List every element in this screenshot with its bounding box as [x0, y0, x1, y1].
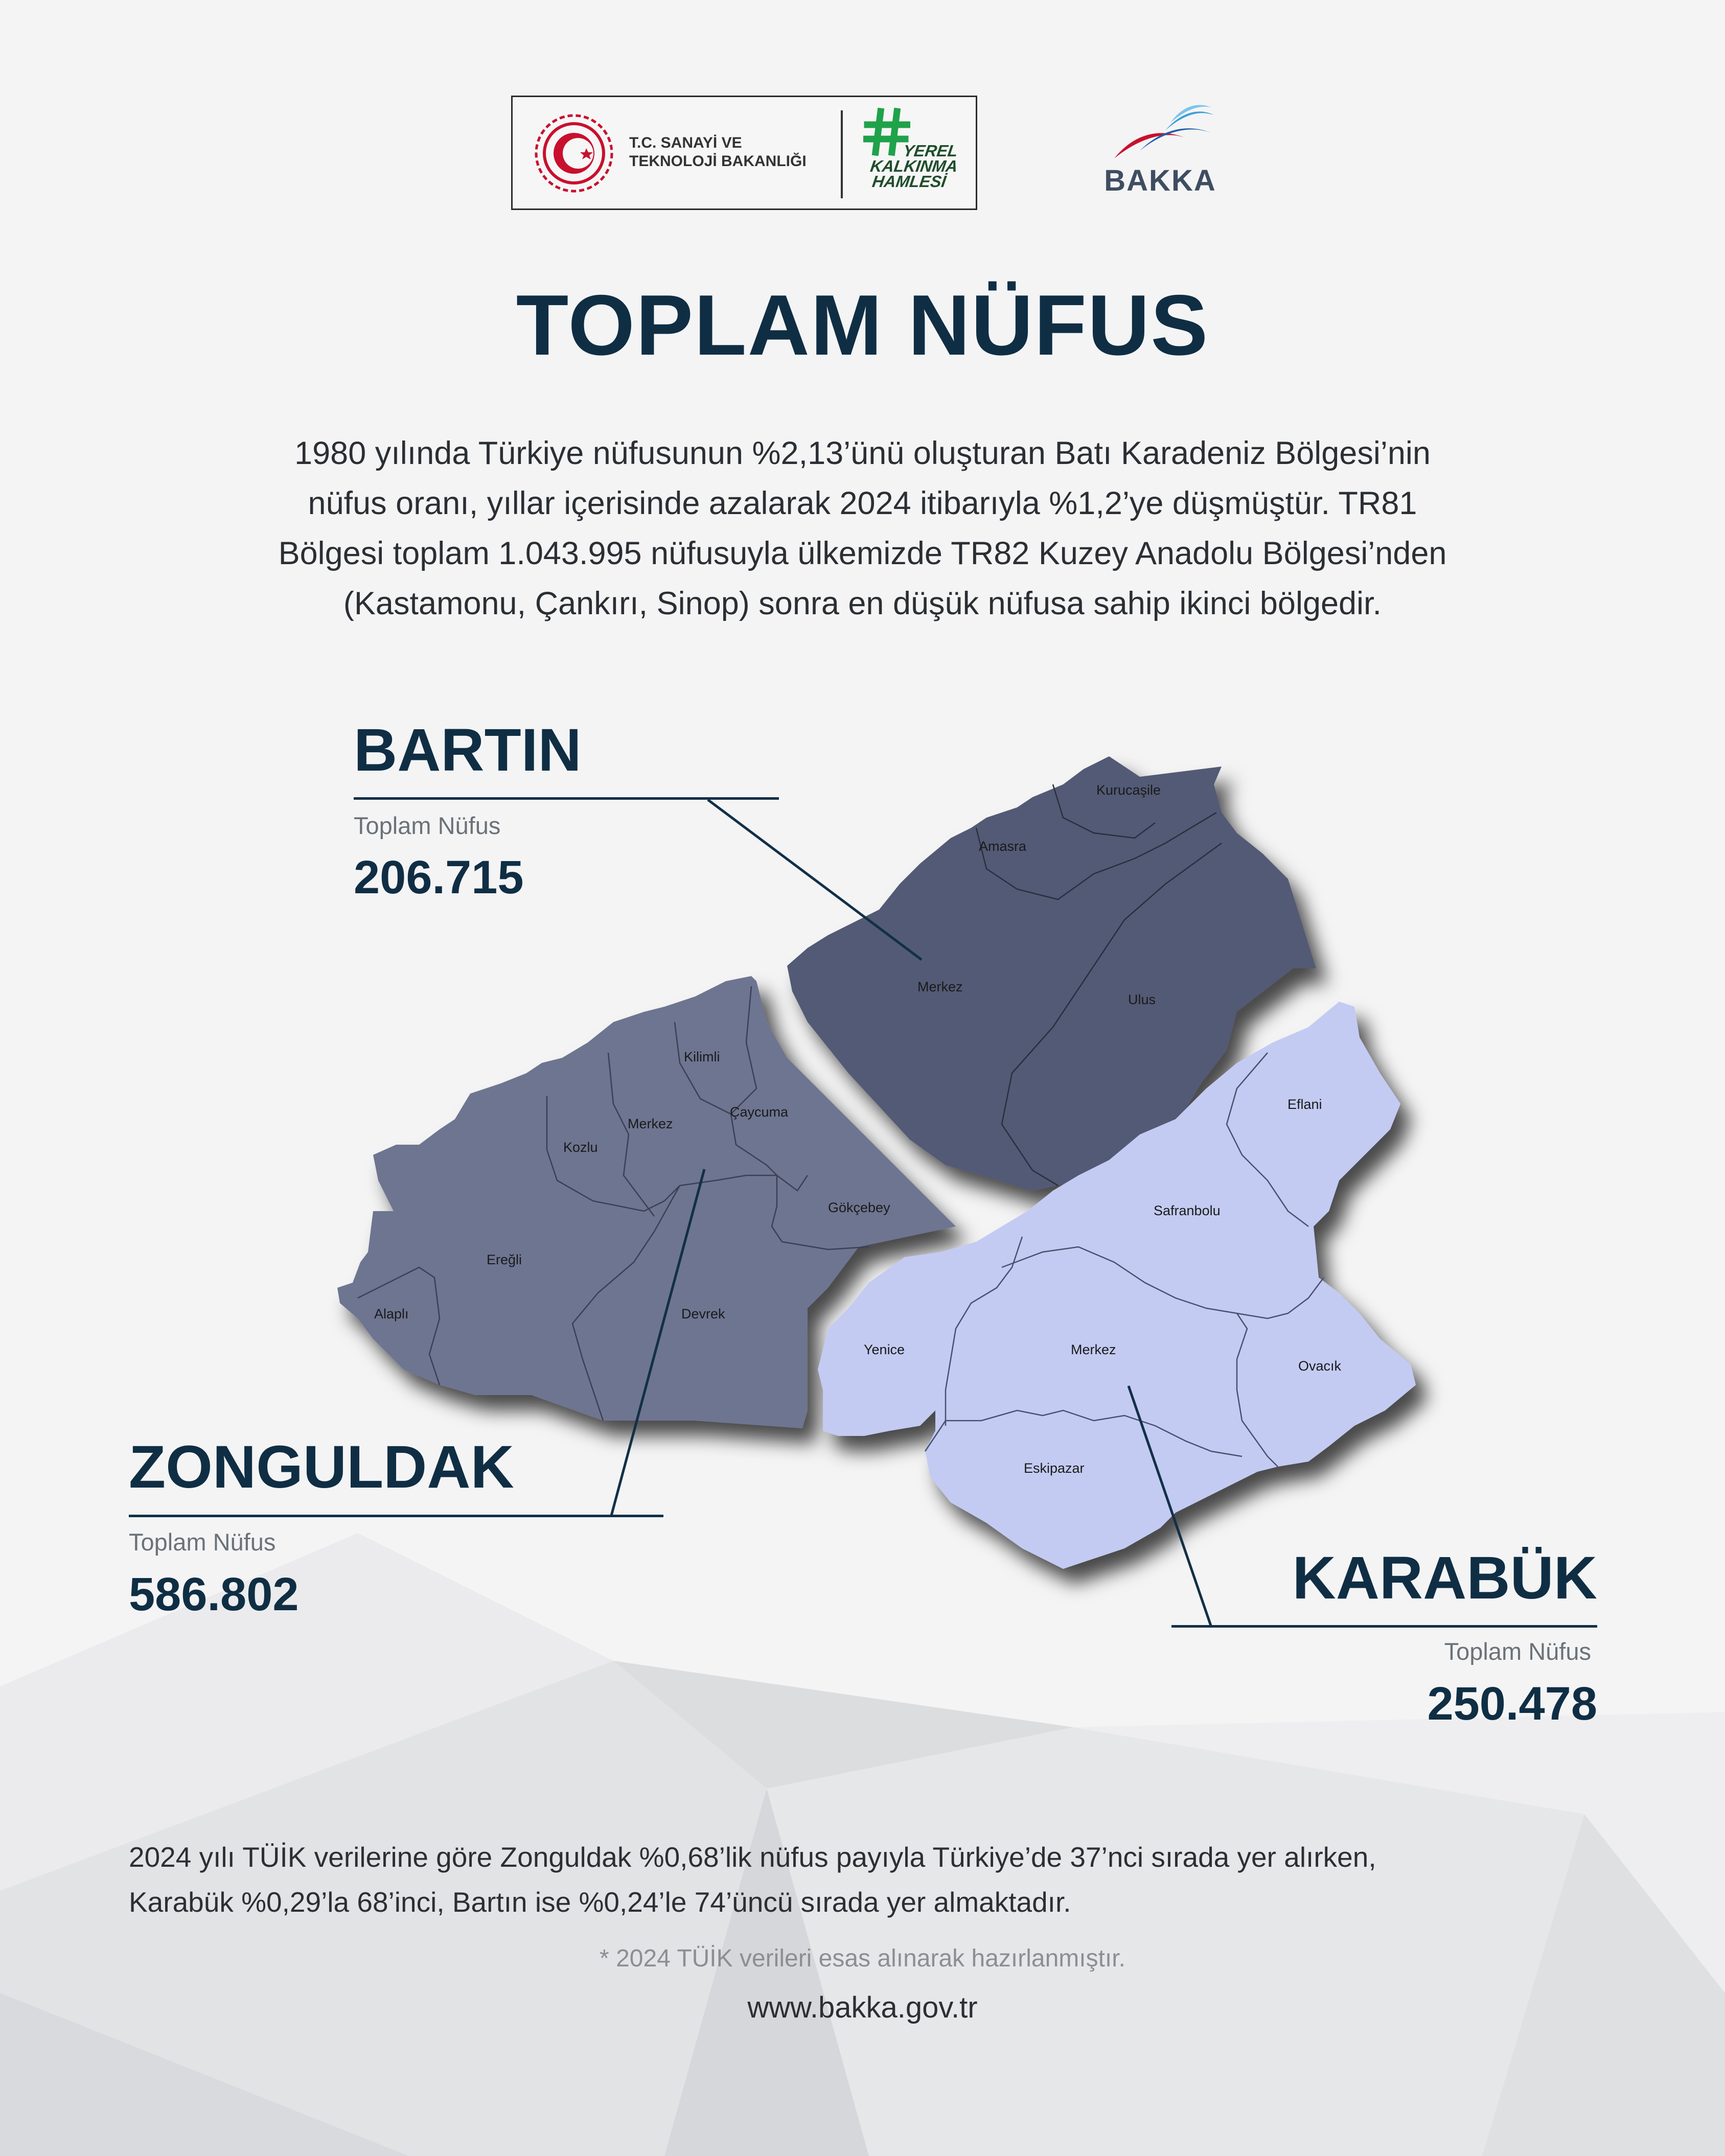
website-link[interactable]: www.bakka.gov.tr	[747, 1991, 978, 2024]
footer-paragraph	[129, 1835, 1611, 1925]
zonguldak-name: ZONGULDAK	[129, 1433, 514, 1501]
campaign-line3: HAMLESİ	[871, 172, 948, 191]
district-label-bartin-merkez: Merkez	[917, 979, 963, 994]
district-label-safranbolu: Safranbolu	[1154, 1203, 1221, 1218]
district-label-amasra: Amasra	[979, 839, 1027, 854]
karabuk-population-caption: Toplam Nüfus	[1444, 1638, 1591, 1665]
bartin-leader-line	[708, 800, 922, 960]
district-label-eflani: Eflani	[1287, 1097, 1322, 1112]
district-label-kilimli: Kilimli	[684, 1049, 720, 1064]
footer-line-2: Karabük %0,29’la 68’inci, Bartın ise %0,24’le 74’üncü sırada yer almaktadır.	[129, 1886, 1071, 1918]
zonguldak-population-value: 586.802	[129, 1568, 299, 1620]
intro-line-2: nüfus oranı, yıllar içerisinde azalarak 2024 itibarıyla %1,2’ye düşmüştür. TR81	[308, 485, 1417, 521]
district-label-kozlu: Kozlu	[563, 1140, 598, 1155]
karabuk-underline	[1171, 1625, 1597, 1628]
district-label-yenice: Yenice	[864, 1342, 905, 1357]
district-label-eskipazar: Eskipazar	[1024, 1460, 1085, 1476]
district-label-gokcebey: Gökçebey	[828, 1200, 890, 1215]
bartin-population-caption: Toplam Nüfus	[354, 812, 501, 839]
intro-line-3: Bölgesi toplam 1.043.995 nüfusuyla ülkemizde TR82 Kuzey Anadolu Bölgesi’nden	[278, 536, 1447, 571]
ministry-name-line1: T.C. SANAYİ VE	[629, 134, 742, 151]
district-label-zonguldak-merkez: Merkez	[628, 1116, 673, 1131]
agency-name: BAKKA	[1104, 164, 1216, 197]
intro-line-1: 1980 yılında Türkiye nüfusunun %2,13’ünü oluşturan Batı Karadeniz Bölgesi’nin	[294, 435, 1431, 471]
bartin-name: BARTIN	[354, 716, 582, 784]
zonguldak-underline	[129, 1515, 663, 1517]
district-label-kurucasile: Kurucaşile	[1096, 782, 1161, 798]
district-label-ulus: Ulus	[1128, 992, 1156, 1007]
footer-line-1: 2024 yılı TÜİK verilerine göre Zonguldak %0,68’lik nüfus payıyla Türkiye’de 37’nci sırada yer alırken,	[129, 1841, 1376, 1873]
district-label-karabuk-merkez: Merkez	[1071, 1342, 1116, 1357]
district-label-ovacik: Ovacık	[1298, 1358, 1342, 1374]
district-label-eregli: Ereğli	[487, 1252, 522, 1267]
ministry-name-line2: TEKNOLOJİ BAKANLIĞI	[629, 153, 807, 170]
karabuk-population-value: 250.478	[1427, 1678, 1597, 1730]
karabuk-name: KARABÜK	[1292, 1544, 1597, 1612]
source-note: * 2024 TÜİK verileri esas alınarak hazırlanmıştır.	[600, 1945, 1125, 1972]
campaign-line2: KALKINMA	[869, 157, 959, 175]
district-label-caycuma: Çaycuma	[730, 1104, 789, 1120]
bartin-underline	[354, 797, 779, 800]
campaign-line1: YEREL	[902, 142, 959, 160]
district-label-devrek: Devrek	[681, 1306, 725, 1322]
intro-line-4: (Kastamonu, Çankırı, Sinop) sonra en düşük nüfusa sahip ikinci bölgedir.	[343, 586, 1382, 621]
bartin-population-value: 206.715	[354, 851, 524, 903]
zonguldak-population-caption: Toplam Nüfus	[129, 1528, 276, 1556]
page-title: TOPLAM NÜFUS	[516, 277, 1209, 373]
district-label-alapli: Alaplı	[374, 1306, 409, 1322]
